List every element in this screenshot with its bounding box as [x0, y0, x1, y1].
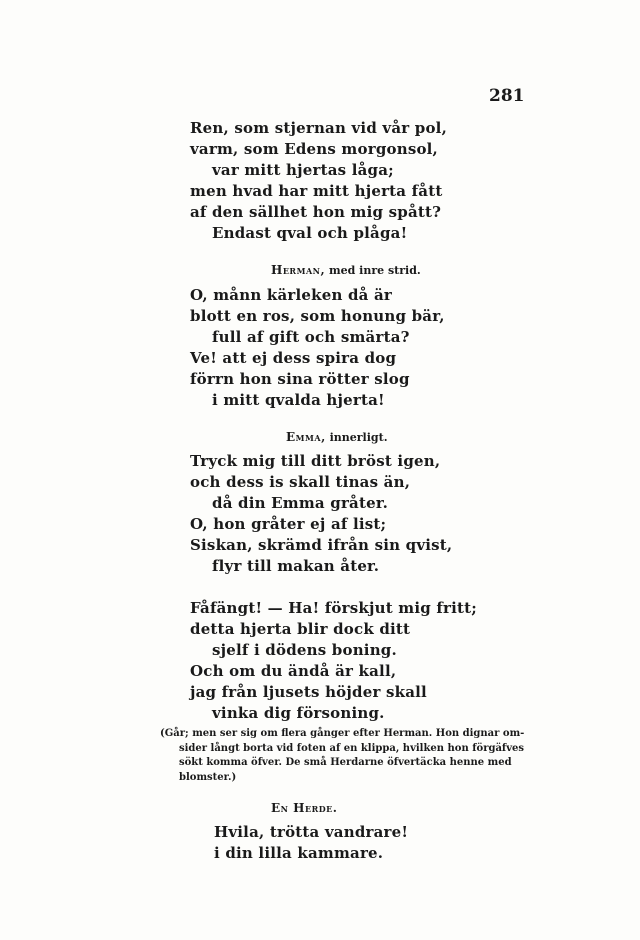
verse-line: blott en ros, som honung bär,	[190, 307, 445, 325]
stage-direction-line: sökt komma öfver. De små Herdarne öfvertäcka henne med	[179, 757, 512, 768]
stanza-3	[190, 451, 452, 577]
verse-line: Och om du ändå är kall,	[190, 662, 397, 680]
verse-line: var mitt hjertas låga;	[212, 161, 394, 179]
verse-line: Siskan, skrämd ifrån sin qvist,	[190, 536, 453, 554]
verse-line: vinka dig försoning.	[212, 704, 385, 722]
stanza-2	[190, 285, 445, 411]
speaker-heading-herde	[271, 801, 337, 815]
verse-line: sjelf i dödens boning.	[212, 641, 397, 659]
verse-line: då din Emma gråter.	[212, 494, 388, 512]
speaker-name: En Herde.	[271, 801, 338, 815]
verse-line: O, hon gråter ej af list;	[190, 515, 387, 533]
verse-line: O, månn kärleken då är	[190, 286, 393, 304]
verse-line: i mitt qvalda hjerta!	[212, 391, 385, 409]
verse-line: i din lilla kammare.	[214, 844, 384, 862]
verse-line: flyr till makan åter.	[212, 557, 380, 575]
stanza-5	[192, 822, 408, 864]
speaker-heading-herman	[271, 263, 421, 277]
stage-direction	[160, 727, 540, 785]
stage-direction-line: (Går; men ser sig om flera gånger efter Herman. Hon dignar om-	[160, 728, 525, 739]
stanza-1	[190, 118, 447, 244]
verse-line: men hvad har mitt hjerta fått	[190, 182, 443, 200]
verse-line: förrn hon sina rötter slog	[190, 370, 410, 388]
verse-line: Ren, som stjernan vid vår pol,	[190, 119, 448, 137]
speaker-name: Emma,	[286, 430, 326, 444]
verse-line: Tryck mig till ditt bröst igen,	[190, 452, 441, 470]
speaker-direction: med inre strid.	[328, 264, 421, 277]
verse-line: jag från ljusets höjder skall	[190, 683, 427, 701]
verse-line: full af gift och smärta?	[212, 328, 410, 346]
verse-line: Fåfängt! — Ha! förskjut mig fritt;	[190, 599, 477, 617]
speaker-direction: innerligt.	[329, 431, 388, 444]
verse-line: Ve! att ej dess spira dog	[190, 349, 397, 367]
stanza-4	[190, 598, 477, 724]
verse-line: detta hjerta blir dock ditt	[190, 620, 411, 638]
stage-direction-line: sider långt borta vid foten af en klippa, hvilken hon förgäfves	[179, 742, 525, 754]
verse-line: varm, som Edens morgonsol,	[190, 140, 438, 158]
verse-line: af den sällhet hon mig spått?	[190, 203, 442, 221]
page-number: 281	[489, 86, 525, 106]
speaker-heading-emma	[286, 430, 388, 444]
speaker-name: Herman,	[271, 263, 326, 277]
verse-line: Endast qval och plåga!	[212, 224, 408, 242]
verse-line: och dess is skall tinas än,	[190, 473, 411, 491]
stage-direction-line: blomster.)	[179, 771, 237, 783]
verse-line: Hvila, trötta vandrare!	[214, 823, 409, 841]
